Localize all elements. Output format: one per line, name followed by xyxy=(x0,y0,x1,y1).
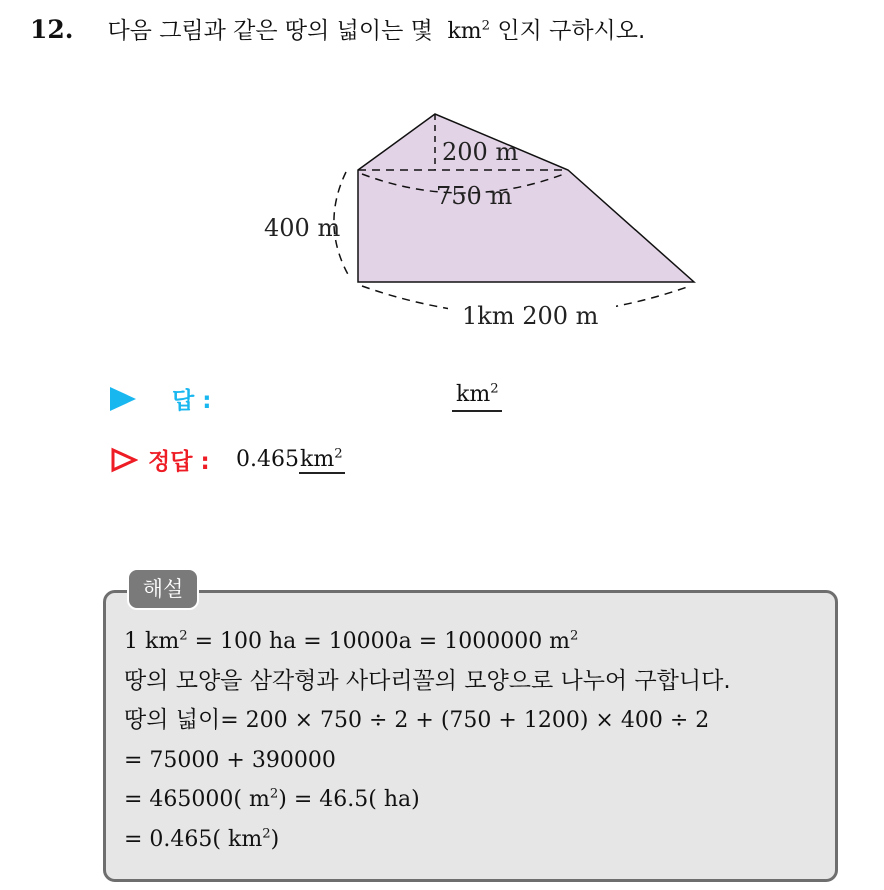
question-unit: $km^2$ xyxy=(447,18,491,44)
question-number: 12. xyxy=(30,15,74,44)
label-bottom-width: 1km 200 m xyxy=(462,302,599,330)
explanation-line-2: 땅의 모양을 삼각형과 사다리꼴의 모양으로 나누어 구합니다. xyxy=(124,667,731,694)
play-triangle-icon xyxy=(110,387,136,411)
question xyxy=(30,12,645,50)
question-text: 다음 그림과 같은 땅의 넓이는 몇 $km^2$ 인지 구하시오. xyxy=(107,18,646,44)
correct-answer-row xyxy=(110,443,610,483)
explanation-line-3: 땅의 넓이= 200 × 750 ÷ 2 + (750 + 1200) × 400 ÷ 2 xyxy=(124,707,710,733)
explanation-line-6: = 0.465( $km^2$) xyxy=(124,826,280,852)
answer-label: 답 : xyxy=(172,388,212,414)
correct-answer-value: $0.465km^2$ xyxy=(236,446,343,472)
explanation-line-1: 1 $km^2 = 100$ ha = 10000a = 1000000 $m^2$ xyxy=(124,628,579,654)
explanation-tab: 해설 xyxy=(127,568,199,610)
explanation-line-5: = 465000( $m^2) = 46.5$( ha) xyxy=(124,786,420,812)
land-shape-diagram xyxy=(250,100,710,340)
explanation-line-4: = 75000 + 390000 xyxy=(124,747,336,773)
land-figure xyxy=(250,100,710,344)
label-triangle-height: 200 m xyxy=(442,138,519,166)
outline-triangle-icon xyxy=(110,447,138,473)
correct-answer-label: 정답 : xyxy=(148,449,210,475)
label-left-height: 400 m xyxy=(264,214,341,242)
answer-row xyxy=(110,380,610,420)
answer-blank-unit[interactable]: $km^2$ xyxy=(452,380,502,412)
explanation-lines xyxy=(124,622,834,859)
label-top-width: 750 m xyxy=(436,182,513,210)
